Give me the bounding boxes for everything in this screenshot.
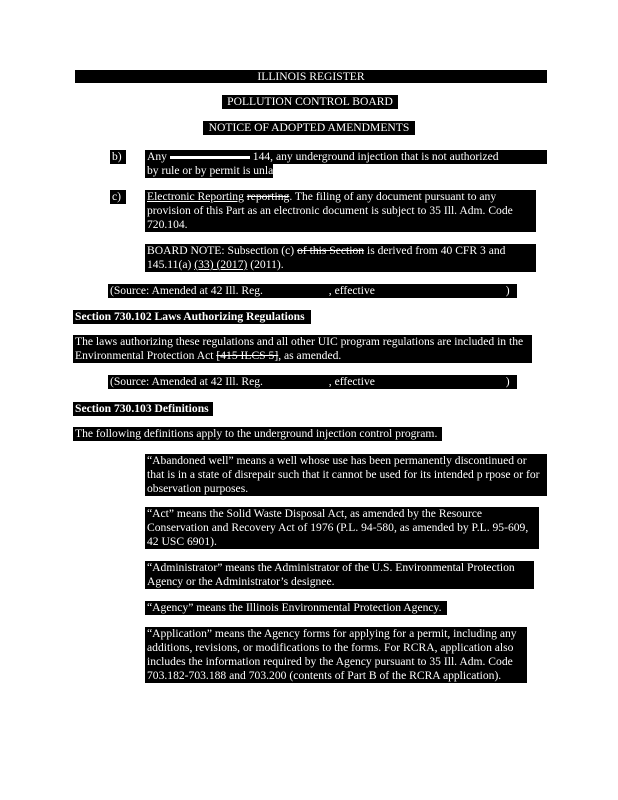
source-note-1: (Source: Amended at 42 Ill. Reg. , effective ) bbox=[108, 284, 517, 298]
item-c-para: Electronic Reporting reporting. The filing of any document pursuant to any provision of this Part as an electronic document is subject to 35 Ill. Adm. Code 720.104. bbox=[145, 190, 536, 232]
notice-title: NOTICE OF ADOPTED AMENDMENTS bbox=[208, 121, 410, 134]
source-note-2: (Source: Amended at 42 Ill. Reg. , effective ) bbox=[108, 375, 517, 389]
section-102-para: The laws authorizing these regulations and all other UIC program regulations are included in the Environmental Protection Act [415 ILCS 5], as amended. bbox=[73, 335, 532, 363]
definition-act: “Act” means the Solid Waste Disposal Act, as amended by the Resource Conservation and Recovery Act of 1976 (P.L. 94-580, as amended by P.L. 95-609, 42 USC 6901). bbox=[145, 507, 539, 549]
item-c-title-old: reporting bbox=[246, 190, 290, 203]
item-b-end: any underground injection that is not authorized bbox=[275, 150, 499, 163]
section-103-intro: The following definitions apply to the underground injection control program. bbox=[73, 427, 442, 441]
redacted-text bbox=[170, 156, 250, 159]
item-b-label: b) bbox=[110, 150, 126, 164]
board-title: POLLUTION CONTROL BOARD bbox=[227, 95, 393, 108]
register-header-bar bbox=[75, 70, 547, 83]
section-103-heading: Section 730.103 Definitions bbox=[73, 402, 213, 416]
definition-agency: “Agency” means the Illinois Environmental Protection Agency. bbox=[145, 601, 447, 615]
item-b-line2: by rule or by permit is unlawful. bbox=[147, 164, 298, 177]
notice-title-block bbox=[203, 121, 415, 135]
board-title-block bbox=[222, 95, 398, 109]
item-b-mid: 144, bbox=[252, 150, 274, 163]
item-b-line1 bbox=[145, 150, 547, 164]
item-b-start: Any bbox=[147, 150, 167, 163]
definition-application: “Application” means the Agency forms for applying for a permit, including any additions, revisions, or modifications to the forms. For RCRA, application also includes the information required by the Agency pursuant to 35 Ill. Adm. Code 703.182-703.188 and 703.200 (contents of Part B of the RCRA application). bbox=[145, 627, 527, 683]
item-c-label: c) bbox=[110, 190, 126, 204]
item-c-title-new: Electronic Reporting bbox=[147, 190, 244, 203]
section-102-heading: Section 730.102 Laws Authorizing Regulations bbox=[73, 310, 311, 324]
definition-abandoned-well: “Abandoned well” means a well whose use has been permanently discontinued or that is in a state of disrepair such that it cannot be used for its intended p rpose or for observation purposes. bbox=[145, 454, 547, 496]
board-note-struck: of this Section bbox=[297, 244, 365, 257]
register-title: ILLINOIS REGISTER bbox=[257, 70, 365, 83]
definition-administrator: “Administrator” means the Administrator of the U.S. Environmental Protection Agency or the Administrator’s designee. bbox=[145, 561, 534, 589]
board-note: BOARD NOTE: Subsection (c) of this Section is derived from 40 CFR 3 and 145.11(a) (33) (2017) (2011). bbox=[145, 244, 536, 272]
